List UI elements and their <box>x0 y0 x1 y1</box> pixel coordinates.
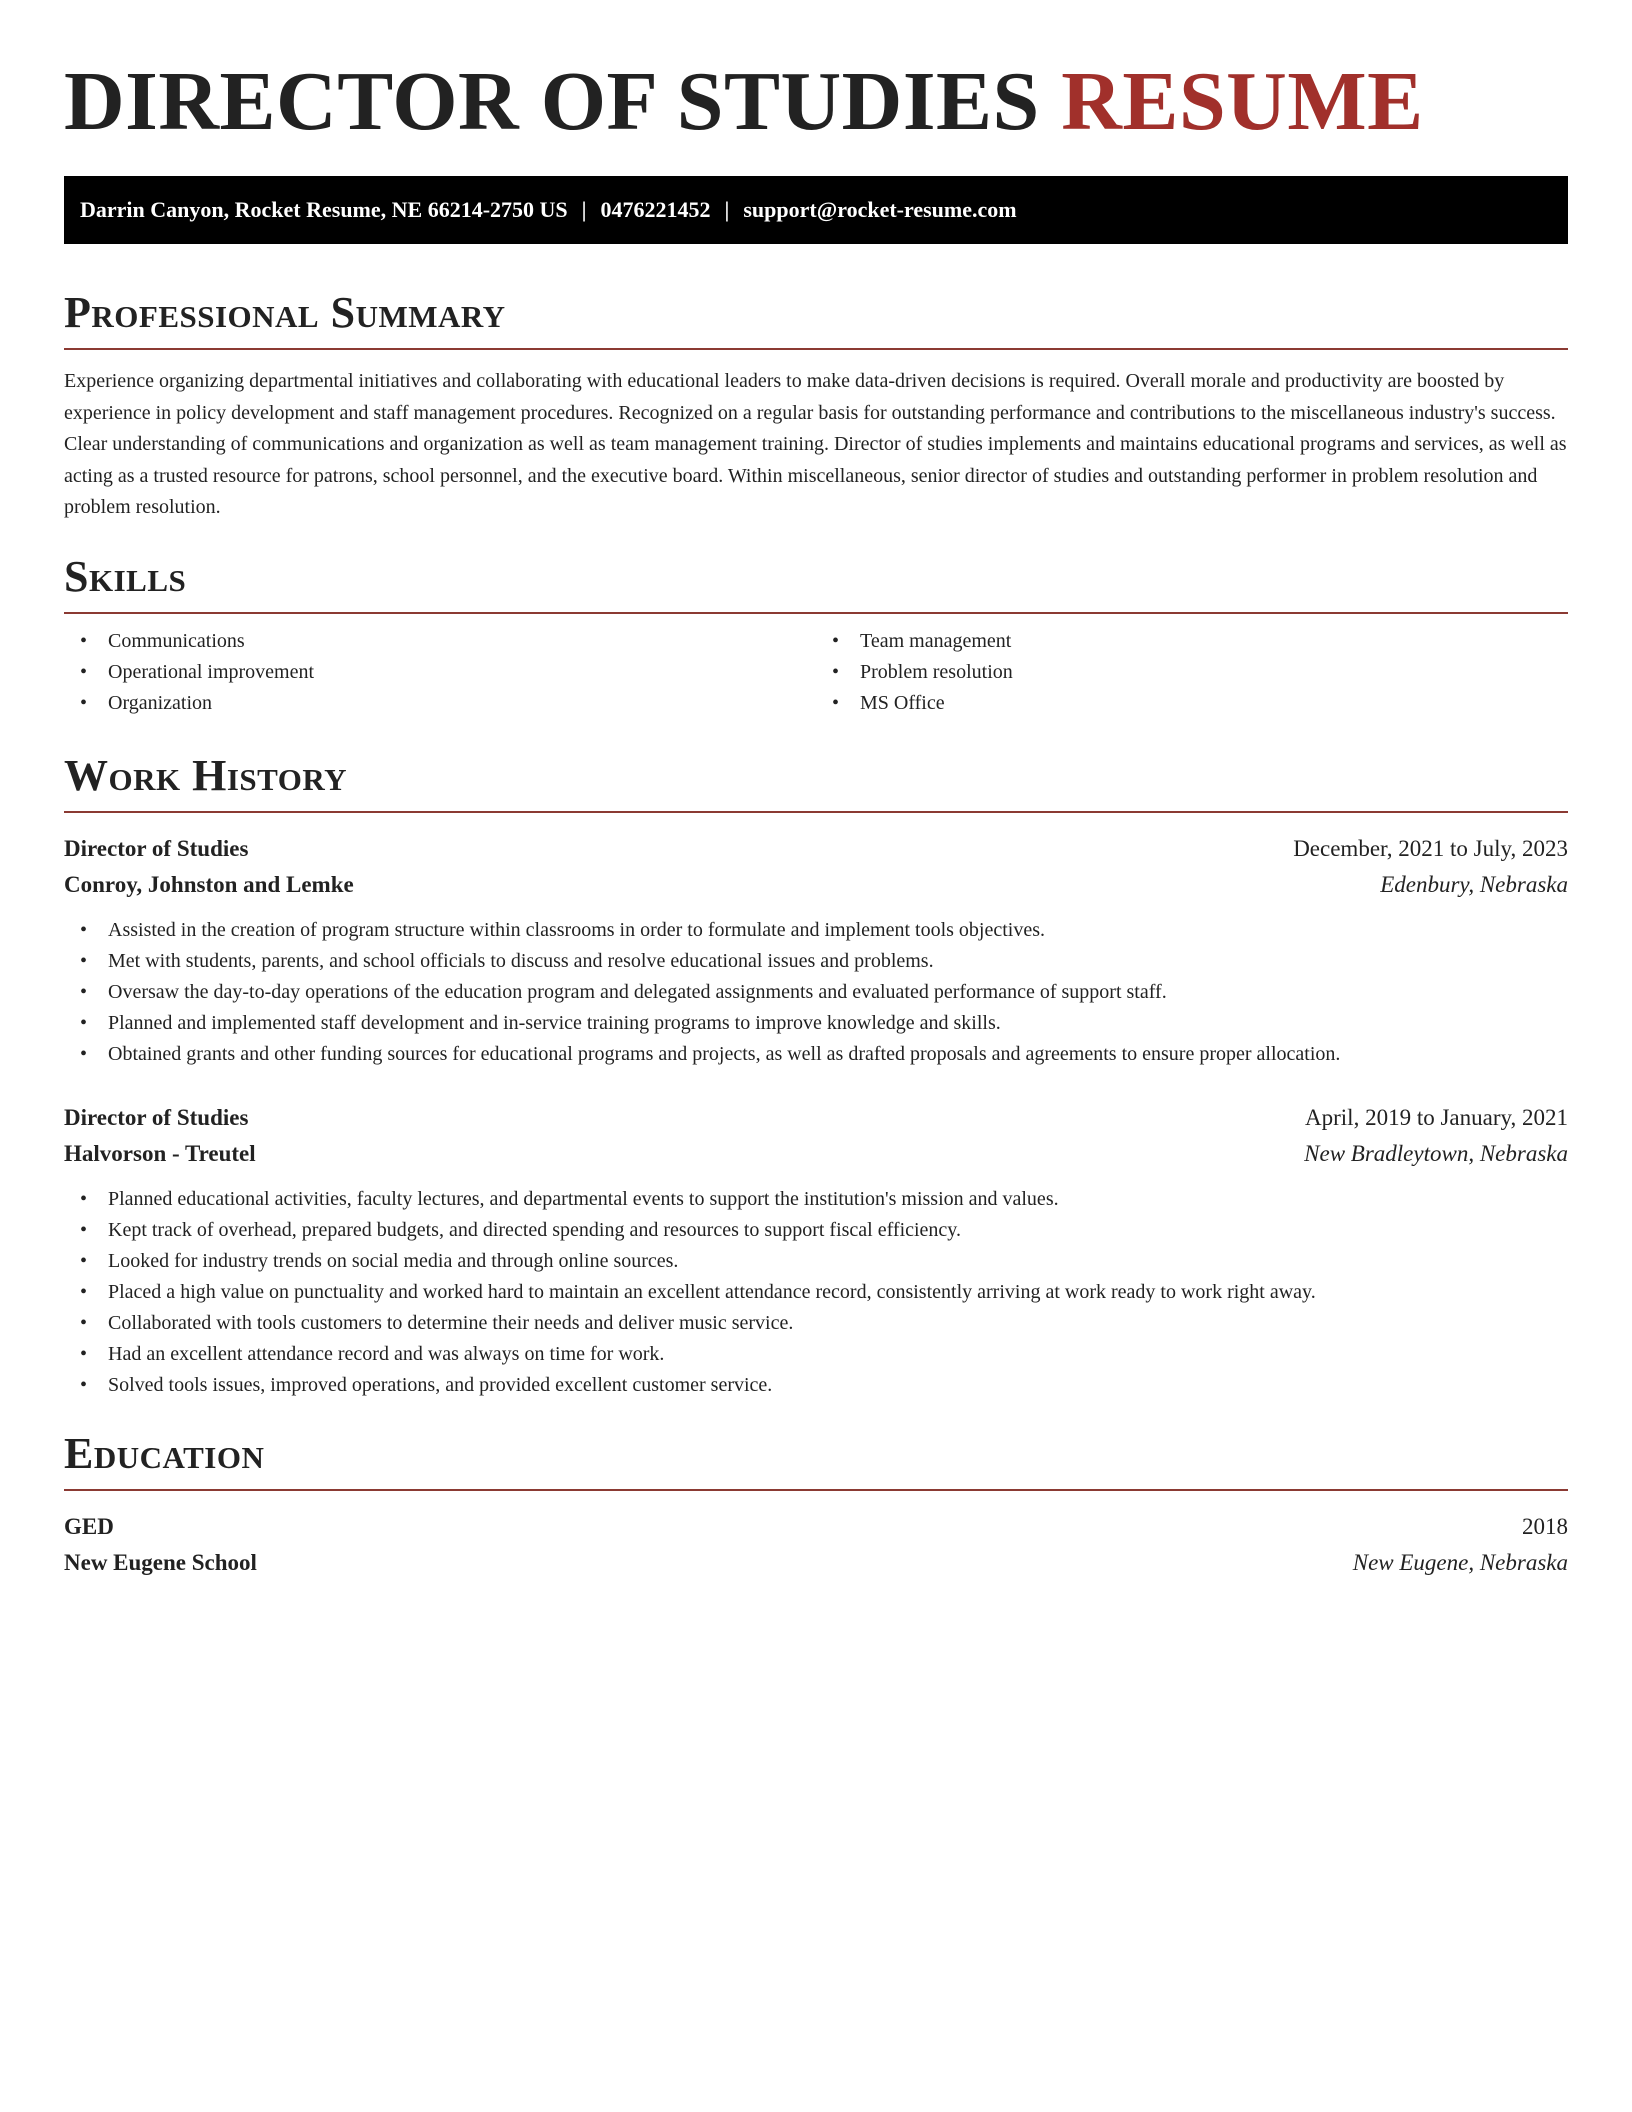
job-duty-item: • Collaborated with tools customers to determine their needs and deliver music service. <box>64 1308 1568 1339</box>
job-location: Edenbury, Nebraska <box>1380 871 1568 897</box>
job-duty-item: • Assisted in the creation of program structure within classrooms in order to formulate and implement tools objectives. <box>64 915 1568 946</box>
education-school-row <box>64 1545 1568 1581</box>
skills-section <box>64 550 1568 719</box>
job-title: Director of Studies <box>64 835 249 861</box>
job-duty-item: • Solved tools issues, improved operations, and provided excellent customer service. <box>64 1370 1568 1401</box>
section-heading-education: Education <box>64 1428 265 1478</box>
section-heading-skills: Skills <box>64 551 187 601</box>
job-duty-item: • Kept track of overhead, prepared budgets, and directed spending and resources to support fiscal efficiency. <box>64 1215 1568 1246</box>
job-entry <box>64 831 1568 1070</box>
job-duty-item: • Met with students, parents, and school officials to discuss and resolve educational issues and problems. <box>64 946 1568 977</box>
contact-email[interactable]: support@rocket-resume.com <box>743 197 1017 222</box>
section-divider <box>64 612 1568 614</box>
skill-item: • Communications <box>64 626 816 657</box>
skill-item: • Problem resolution <box>816 657 1568 688</box>
education-section <box>64 1427 1568 1581</box>
education-degree: GED <box>64 1513 114 1539</box>
job-company-row <box>64 1136 1568 1172</box>
skills-grid <box>64 626 1568 719</box>
job-duty-item: • Obtained grants and other funding sources for educational programs and projects, as well as drafted proposals and agreements to ensure proper allocation. <box>64 1039 1568 1070</box>
section-heading-work-history: Work History <box>64 750 348 800</box>
contact-separator: | <box>581 197 587 222</box>
section-divider <box>64 348 1568 350</box>
job-duties-list <box>64 1184 1568 1401</box>
title-accent: RESUME <box>1061 55 1424 148</box>
skill-item: • Organization <box>64 688 816 719</box>
job-duty-item: • Oversaw the day-to-day operations of the education program and delegated assignments and evaluated performance of support staff. <box>64 977 1568 1008</box>
skill-item: • Team management <box>816 626 1568 657</box>
contact-address: Darrin Canyon, Rocket Resume, NE 66214-2750 US <box>80 197 568 222</box>
job-duty-item: • Placed a high value on punctuality and worked hard to maintain an excellent attendance record, consistently arriving at work ready to work right away. <box>64 1277 1568 1308</box>
education-degree-row <box>64 1509 1568 1545</box>
contact-separator: | <box>724 197 730 222</box>
job-company-row <box>64 867 1568 903</box>
skill-item: • Operational improvement <box>64 657 816 688</box>
job-company: Halvorson - Treutel <box>64 1140 256 1166</box>
job-company: Conroy, Johnston and Lemke <box>64 871 354 897</box>
job-duties-list <box>64 915 1568 1070</box>
education-location: New Eugene, Nebraska <box>1352 1549 1568 1575</box>
resume-title <box>64 52 1568 152</box>
job-title: Director of Studies <box>64 1104 249 1130</box>
education-school: New Eugene School <box>64 1549 257 1575</box>
job-duty-item: • Had an excellent attendance record and was always on time for work. <box>64 1339 1568 1370</box>
skill-item: • MS Office <box>816 688 1568 719</box>
contact-bar <box>64 176 1568 244</box>
job-duty-item: • Planned educational activities, faculty lectures, and departmental events to support the institution's mission and values. <box>64 1184 1568 1215</box>
job-location: New Bradleytown, Nebraska <box>1304 1140 1568 1166</box>
professional-summary-section <box>64 286 1568 524</box>
job-dates: December, 2021 to July, 2023 <box>1293 835 1568 861</box>
skills-column-right <box>816 626 1568 719</box>
job-dates: April, 2019 to January, 2021 <box>1305 1104 1568 1130</box>
work-history-section <box>64 749 1568 1401</box>
contact-phone[interactable]: 0476221452 <box>600 197 711 222</box>
skills-column-left <box>64 626 816 719</box>
section-divider <box>64 1489 1568 1491</box>
job-header-row <box>64 1100 1568 1136</box>
education-year: 2018 <box>1522 1513 1568 1539</box>
job-header-row <box>64 831 1568 867</box>
title-main: DIRECTOR OF STUDIES <box>64 55 1040 148</box>
section-divider <box>64 811 1568 813</box>
job-duty-item: • Planned and implemented staff development and in-service training programs to improve knowledge and skills. <box>64 1008 1568 1039</box>
section-heading-summary: Professional Summary <box>64 288 506 337</box>
education-entry <box>64 1509 1568 1581</box>
job-duty-item: • Looked for industry trends on social media and through online sources. <box>64 1246 1568 1277</box>
summary-text: Experience organizing departmental initiatives and collaborating with educational leaders to make data-driven decisions is required. Overall morale and productivity are boosted by experience in policy development and staff management procedures. Recognized on a regular basis for outstanding performance and contributions to the miscellaneous industry's success. Clear understanding of communications and organization as well as team management training. Director of studies implements and maintains educational programs and services, as well as acting as a trusted resource for patrons, school personnel, and the executive board. Within miscellaneous, senior director of studies and outstanding performer in problem resolution and problem resolution. <box>64 370 1567 518</box>
job-entry <box>64 1100 1568 1401</box>
